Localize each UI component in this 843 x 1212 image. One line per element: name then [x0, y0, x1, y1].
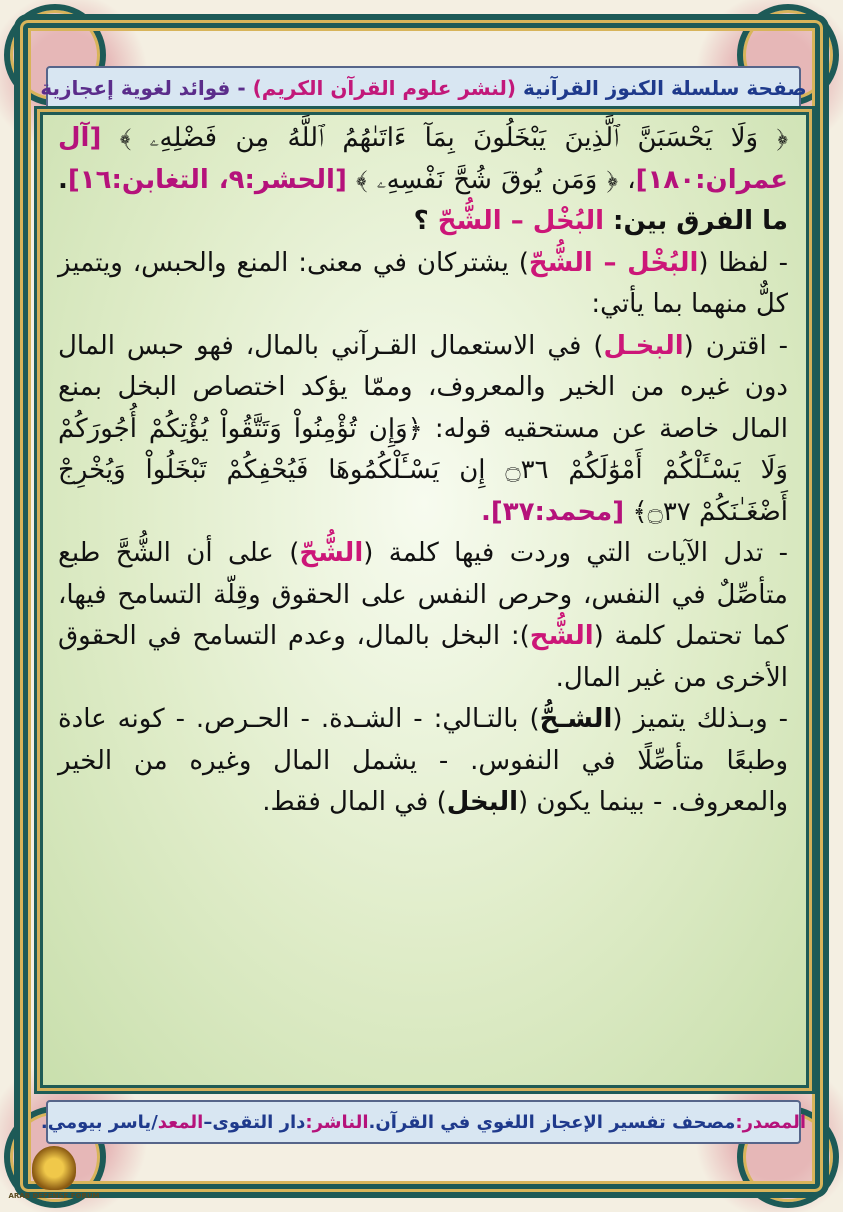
ayah-reference: [آل عمران:١٨٠] — [58, 123, 789, 195]
article-body — [58, 118, 788, 824]
keyword: البخـل — [603, 330, 684, 361]
ayah-quote: ﴿ وَمَن يُوقَ شُحَّ نَفْسِهِۦ ﴾ — [356, 164, 619, 195]
ayah-reference: [الحشر:٩، التغابن:١٦] — [67, 164, 347, 195]
paragraph: - لفظا (البُخْل – الشُّحّ) يشتركان في معنى: المنع والحبس، ويتميز كلٌّ منهما بما يأتي: — [58, 247, 788, 319]
header-topic: - فوائد لغوية إعجازية — [40, 76, 246, 100]
author-text: /ياسر بيومي. — [40, 1111, 158, 1133]
source-label: المصدر: — [735, 1111, 807, 1133]
source-text: مصحف تفسير الإعجاز اللغوي في القرآن. — [368, 1111, 736, 1133]
header-subtitle: (لنشر علوم القرآن الكريم) — [252, 76, 517, 100]
keyword: الشُّح — [529, 621, 594, 651]
keyword: الشـحُّ — [539, 704, 613, 734]
header-series-title: صفحة سلسلة الكنوز القرآنية — [522, 76, 807, 100]
keyword: الشُّحّ — [437, 206, 502, 236]
keyword: الشُّحّ — [528, 247, 593, 278]
ayah-quote: ﴿وَإِن تُؤْمِنُواْ وَتَتَّقُواْ يُؤْتِكُمْ أُجُورَكُمْ وَلَا يَسْـَٔلْكُمْ أَمْوَٰلَكُمْ ۝٣٦ إِن يَسْـَٔلْكُمُوهَا فَيُحْفِكُمْ تَبْخَلُواْ وَيُخْرِجْ أَضْغَـٰنَكُمْ ۝٣٧﴾ — [58, 413, 788, 527]
shield-icon — [32, 1146, 76, 1190]
author-label: المعد — [157, 1111, 204, 1133]
keyword: الشُّحّ — [299, 538, 364, 568]
ayah-quote: ﴿ وَلَا يَحْسَبَنَّ ٱلَّذِينَ يَبْخَلُونَ بِمَآ ءَاتَىٰهُمُ ٱللَّهُ مِن فَضْلِهِۦ ﴾ — [119, 123, 788, 153]
keyword: البُخْل — [627, 247, 699, 278]
keyword: البُخْل — [532, 206, 604, 236]
paragraph: - اقترن (البخـل) في الاستعمال القـرآني بالمال، فهو حبس المال دون غيره من الخير والمعروف، وممّا يؤكد اختصاص البخل بمنع المال خاصة عن مستحقيه قوله: ﴿وَإِن تُؤْمِنُواْ وَتَتَّقُواْ يُؤْتِكُمْ أُجُورَكُمْ وَلَا يَسْـَٔلْكُمْ أَمْوَٰلَكُمْ ۝٣٦ إِن يَسْـَٔلْكُمُوهَا فَيُحْفِكُمْ تَبْخَلُواْ وَيُخْرِجْ أَضْغَـٰنَكُمْ ۝٣٧﴾ [محمد:٣٧]. — [58, 330, 788, 527]
paragraph: - وبـذلك يتميز (الشـحُّ) بالتـالي: - الشـدة. - الحـرص. - كونه عادة وطبعًا متأصِّلًا في النفوس. - يشمل المال وغيره من الخير والمعروف. - بينما يكون (البخل) في المال فقط. — [58, 704, 788, 817]
keyword: البخل — [446, 787, 519, 817]
forum-logo — [6, 1140, 102, 1206]
paragraph: - تدل الآيات التي وردت فيها كلمة (الشُّحّ) على أن الشُّحَّ طبع متأصِّلٌ في النفس، وحرص النفس على الحقوق وقِلّة التسامح فيها، كما تحتمل كلمة (الشُّح): البخل بالمال، وعدم التسامح في الحقوق الأخرى من غير المال. — [58, 538, 788, 693]
source-footer: المصدر: مصحف تفسير الإعجاز اللغوي في القرآن. الناشر: دار التقوى – المعد /ياسر بيومي. — [46, 1100, 801, 1144]
publisher-label: الناشر: — [305, 1111, 369, 1133]
page-header — [40, 66, 807, 110]
logo-text: ARAB DEFENSE FORUM — [8, 1192, 100, 1200]
intro-paragraph: ﴿ وَلَا يَحْسَبَنَّ ٱلَّذِينَ يَبْخَلُونَ بِمَآ ءَاتَىٰهُمُ ٱللَّهُ مِن فَضْلِهِۦ ﴾ [آل عمران:١٨٠]، ﴿ وَمَن يُوقَ شُحَّ نَفْسِهِۦ ﴾ [الحشر:٩، التغابن:١٦]. ما الفرق بين: البُخْل – الشُّحّ ؟ — [58, 123, 789, 236]
publisher-text: دار التقوى — [212, 1111, 306, 1133]
ayah-reference: [محمد:٣٧]. — [481, 496, 625, 527]
